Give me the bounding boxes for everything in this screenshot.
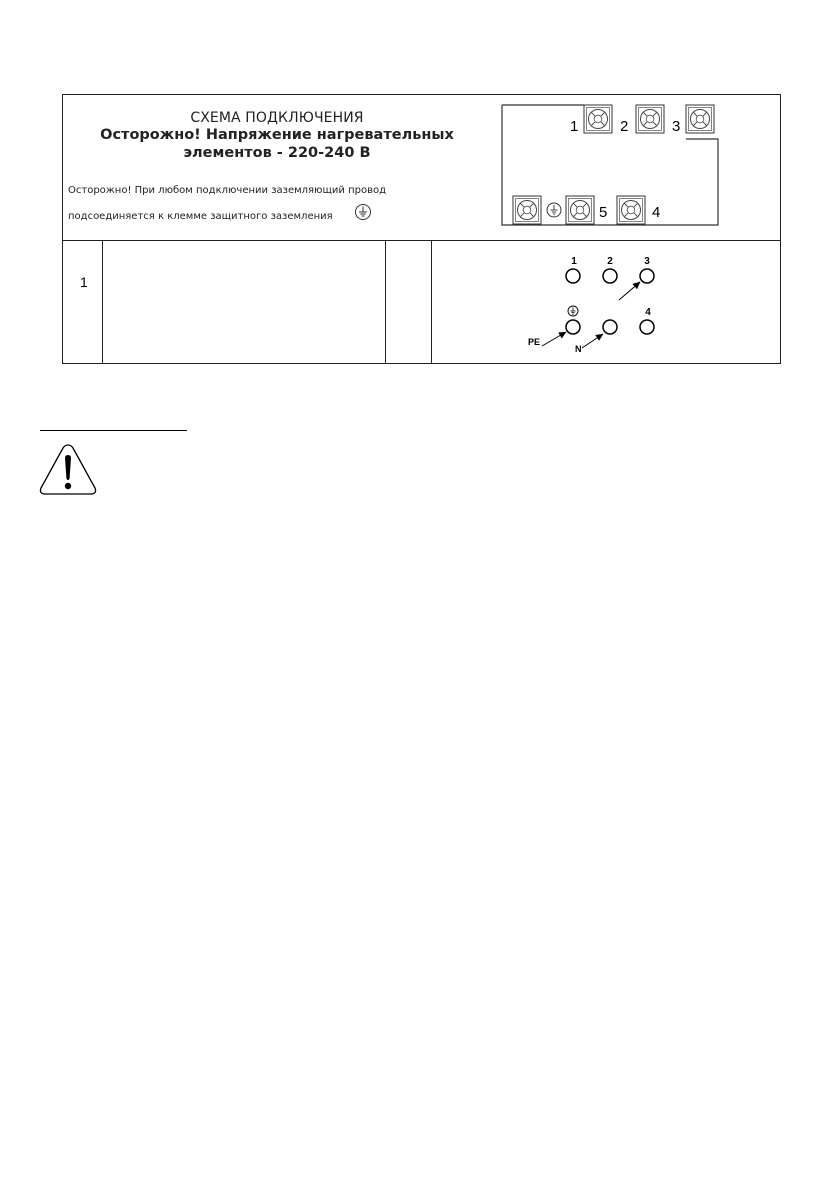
terminal-screw-2 [636, 105, 664, 133]
pin-1 [566, 269, 580, 283]
terminal-screw-3 [686, 105, 714, 133]
table-col-divider-1 [102, 240, 103, 364]
voltage-warning-line-1: Осторожно! Напряжение нагревательных [100, 127, 454, 143]
table-col-divider-3 [431, 240, 432, 364]
pin3-arrow [619, 282, 640, 300]
warning-triangle-icon [38, 442, 98, 498]
terminal-ground-icon [547, 203, 561, 217]
pin-2 [603, 269, 617, 283]
pin-3 [640, 269, 654, 283]
n-label: N [575, 344, 582, 354]
terminal-screw-5 [566, 196, 594, 224]
pe-arrow [542, 332, 566, 346]
terminal-screw-1 [584, 105, 612, 133]
pin-ground [566, 320, 580, 334]
pin-ground-icon [568, 306, 578, 316]
voltage-warning-line-2: элементов - 220-240 В [183, 145, 371, 161]
row-number: 1 [80, 274, 88, 290]
label-header [63, 96, 491, 162]
n-arrow [582, 334, 603, 348]
terminal-label-1: 1 [570, 118, 579, 135]
terminal-label-3: 3 [672, 118, 681, 135]
pin-label-4: 4 [645, 307, 651, 318]
ground-note-line-1: Осторожно! При любом подключении заземляющий провод [68, 185, 386, 196]
terminal-label-5: 5 [599, 204, 608, 221]
schema-title: СХЕМА ПОДКЛЮЧЕНИЯ [190, 110, 364, 126]
terminal-label-4: 4 [652, 204, 661, 221]
pin-label-1: 1 [571, 256, 577, 267]
ground-symbol-icon [354, 203, 372, 221]
terminal-block-diagram [500, 102, 725, 228]
terminal-screw-ground [513, 196, 541, 224]
pin-4 [640, 320, 654, 334]
ground-note-line-2: подсоединяется к клемме защитного заземления [68, 211, 333, 222]
connection-pin-diagram [520, 250, 670, 360]
table-col-divider-2 [385, 240, 386, 364]
pe-label: PE [528, 337, 541, 347]
heading-underline [40, 430, 187, 431]
pin-label-3: 3 [644, 256, 650, 267]
table-row-divider [62, 240, 781, 241]
terminal-screw-4 [617, 196, 645, 224]
terminal-label-2: 2 [620, 118, 629, 135]
pin-label-2: 2 [607, 256, 613, 267]
pin-neutral [603, 320, 617, 334]
